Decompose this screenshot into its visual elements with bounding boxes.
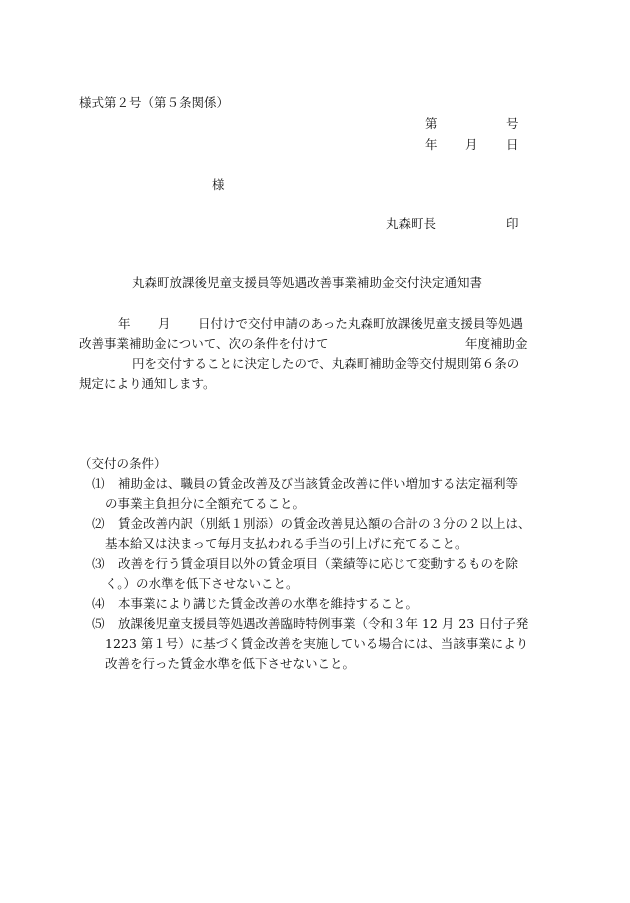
condition-5-number: ⑸ bbox=[92, 616, 105, 631]
condition-5-line-3: 改善を行った賃金水準を低下させないこと。 bbox=[105, 656, 356, 671]
body-line-2: 改善事業補助金について、次の条件を付けて bbox=[79, 336, 329, 351]
body-year: 年 bbox=[118, 316, 131, 331]
condition-4-number: ⑷ bbox=[92, 596, 105, 611]
condition-1-number: ⑴ bbox=[92, 476, 105, 491]
condition-1-line-1: 補助金は、職員の賃金改善及び当該賃金改善に伴い増加する法定福利等 bbox=[118, 476, 519, 491]
body-line-4: 規定により通知します。 bbox=[79, 376, 216, 391]
condition-3-line-1: 改善を行う賃金項目以外の賃金項目（業績等に応じて変動するものを除 bbox=[118, 556, 519, 571]
condition-4-line-1: 本事業により講じた賃金改善の水準を維持すること。 bbox=[118, 596, 419, 611]
form-label: 様式第２号（第５条関係） bbox=[79, 95, 230, 110]
condition-2-line-1: 賃金改善内訳（別紙１別添）の賃金改善見込額の合計の３分の２以上は、 bbox=[118, 516, 531, 531]
recipient-honorific: 様 bbox=[212, 177, 225, 192]
issuer-seal: 印 bbox=[506, 216, 519, 231]
issuer-name: 丸森町長 bbox=[386, 216, 437, 231]
document-title: 丸森町放課後児童支援員等処遇改善事業補助金交付決定通知書 bbox=[132, 275, 483, 290]
body-line-2-tail: 年度補助金 bbox=[465, 336, 528, 351]
condition-3-line-2: く。）の水準を低下させないこと。 bbox=[105, 576, 299, 591]
body-month: 月 bbox=[158, 316, 171, 331]
date-month: 月 bbox=[465, 137, 478, 152]
body-line-3: 円を交付することに決定したので、丸森町補助金等交付規則第６条の bbox=[132, 356, 520, 371]
date-day: 日 bbox=[506, 137, 519, 152]
body-line-1: 日付けで交付申請のあった丸森町放課後児童支援員等処遇 bbox=[198, 316, 523, 331]
condition-2-number: ⑵ bbox=[92, 516, 105, 531]
doc-number-prefix: 第 bbox=[425, 116, 438, 131]
condition-5-line-2: 1223 第１号）に基づく賃金改善を実施している場合には、当該事業により bbox=[105, 636, 529, 651]
conditions-heading: （交付の条件） bbox=[79, 456, 167, 471]
condition-3-number: ⑶ bbox=[92, 556, 105, 571]
condition-1-line-2: の事業主負担分に全額充てること。 bbox=[105, 496, 306, 511]
doc-number-suffix: 号 bbox=[506, 116, 519, 131]
condition-2-line-2: 基本給又は決まって毎月支払われる手当の引上げに充てること。 bbox=[105, 536, 468, 551]
condition-5-line-1: 放課後児童支援員等処遇改善臨時特例事業（令和３年 12 月 23 日付子発 bbox=[118, 616, 529, 631]
date-year: 年 bbox=[425, 137, 438, 152]
